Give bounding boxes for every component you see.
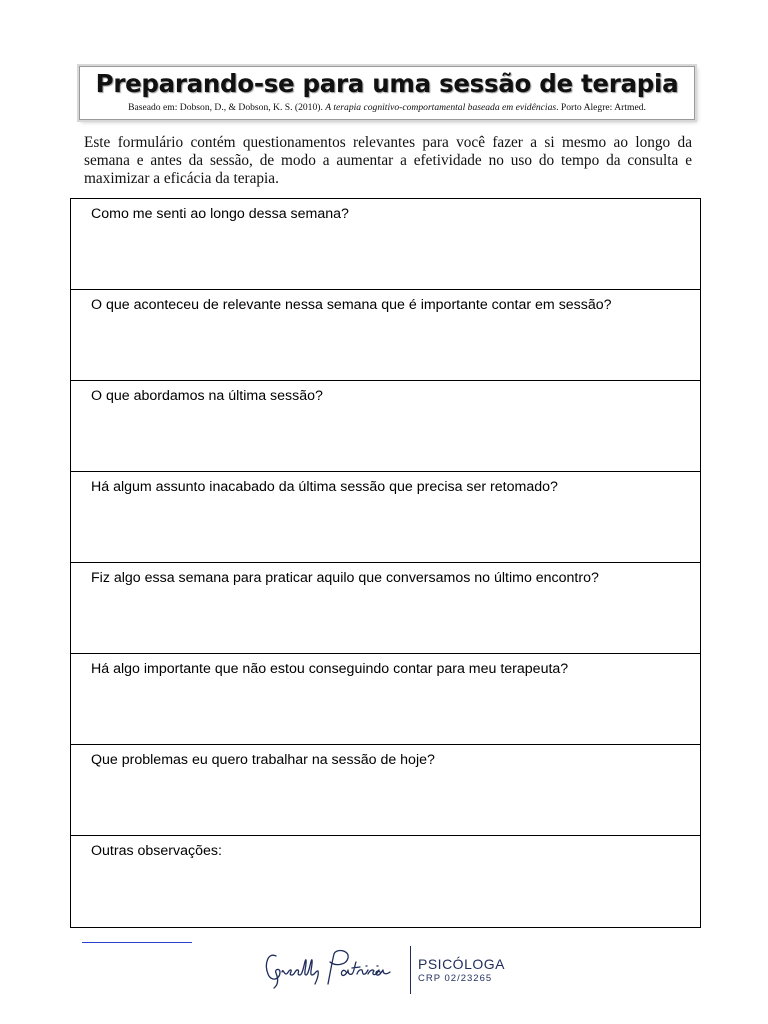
crp-registration: CRP 02/23265 xyxy=(418,973,493,984)
question-label: O que abordamos na última sessão? xyxy=(91,388,323,404)
question-row[interactable] xyxy=(71,381,700,472)
page-title: Preparando-se para uma sessão de terapia xyxy=(95,69,679,98)
question-label: Outras observações: xyxy=(91,843,222,859)
citation-suffix: . Porto Alegre: Artmed. xyxy=(556,102,646,113)
question-row[interactable] xyxy=(71,654,700,745)
question-label: Que problemas eu quero trabalhar na sessão de hoje? xyxy=(91,752,435,768)
question-row[interactable] xyxy=(71,199,700,290)
question-label: Há algo importante que não estou conseguindo contar para meu terapeuta? xyxy=(91,661,569,677)
question-row[interactable] xyxy=(71,563,700,654)
citation-prefix: Baseado em: Dobson, D., & Dobson, K. S. (2010). xyxy=(128,102,326,113)
question-label: Fiz algo essa semana para praticar aquilo que conversamos no último encontro? xyxy=(91,570,599,586)
signature-logo xyxy=(262,944,402,994)
profession-label: PSICÓLOGA xyxy=(418,956,505,972)
questions-table xyxy=(70,198,701,928)
footnote-separator xyxy=(82,942,192,943)
question-label: Como me senti ao longo dessa semana? xyxy=(91,206,349,222)
citation-book-title: A terapia cognitivo-comportamental baseada em evidências xyxy=(325,102,557,113)
question-label: Há algum assunto inacabado da última sessão que precisa ser retomado? xyxy=(91,479,558,495)
citation xyxy=(80,102,694,113)
question-label: O que aconteceu de relevante nessa semana que é importante contar em sessão? xyxy=(91,297,612,313)
intro-paragraph: Este formulário contém questionamentos relevantes para você fazer a si mesmo ao longo da semana e antes da sessão, de modo a aumentar a efetividade no uso do tempo da consulta e maximizar a eficácia da terapia. xyxy=(84,134,692,187)
title-box xyxy=(79,66,695,120)
signature-divider xyxy=(410,946,411,994)
question-row[interactable] xyxy=(71,745,700,836)
question-row[interactable] xyxy=(71,472,700,563)
question-row[interactable] xyxy=(71,290,700,381)
question-row[interactable] xyxy=(71,836,700,927)
